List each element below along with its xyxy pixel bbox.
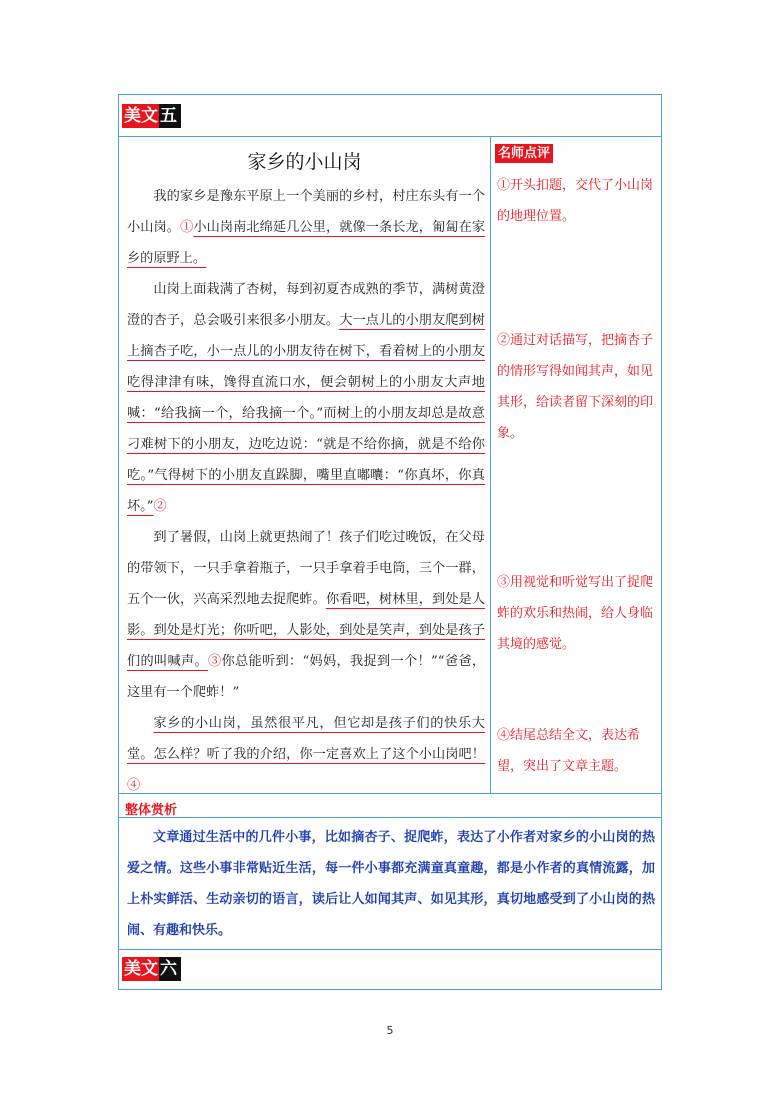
- underlined-text: 小山岗南北绵延几公里，就像一条长龙，匍匐在家乡的原野上。: [127, 220, 486, 266]
- row-divider: [119, 136, 661, 137]
- row-divider: [119, 949, 661, 950]
- comment-3: ③用视觉和听觉写出了捉爬蚱的欢乐和热闹，给人身临其境的感觉。: [497, 575, 654, 652]
- underlined-text: 你看吧，树林里，到处是人影。到处是灯光；你听吧，人影处，到处是笑声，到处是孩子们的叫喊声。: [127, 592, 486, 669]
- underlined-text: 家乡的小山岗，虽然很平凡，但它却是孩子们的快乐大堂。怎么样？听了我的介绍，你一定喜欢上了这个小山岗吧！: [127, 716, 485, 762]
- essay-paragraph-3: [127, 522, 485, 708]
- row-divider: [119, 817, 661, 818]
- comments-header: 名师点评: [495, 144, 553, 163]
- comment-2: ②通过对话描写，把摘杏子的情形写得如闻其声，如见其形，给读者留下深刻的印象。: [497, 333, 654, 441]
- section-tag-6: [122, 957, 181, 981]
- essay-body: [127, 181, 485, 801]
- essay-title: 家乡的小山岗: [247, 151, 362, 173]
- section-tag-label: 美文: [124, 106, 158, 126]
- essay-paragraph-4: [127, 708, 485, 801]
- essay-text: 我的家乡是豫东平原上一个美丽的乡村，村庄东头有一个小山岗。: [127, 189, 485, 235]
- comment-4: ④结尾总结全文，表达希望，突出了文章主题。: [497, 728, 641, 774]
- overall-analysis: 文章通过生活中的几件小事，比如摘杏子、捉爬蚱，表达了小作者对家乡的小山岗的热爱之情。这些小事非常贴近生活，每一件小事都充满童真童趣，都是小作者的真情流露，加上朴实鲜活、生动亲切的语言，读后让人如闻其声、如见其形，真切地感受到了小山岗的热闹、有趣和快乐。: [127, 830, 655, 938]
- annotation-mark: ④: [127, 778, 141, 793]
- essay-text: 你总能听到：“妈妈，我捉到一个！”“爸爸，这里有一个爬蚱！”: [127, 654, 486, 700]
- page-number: 5: [386, 1024, 394, 1037]
- section-tag-5: [122, 104, 181, 128]
- essay-table: [118, 94, 662, 990]
- annotation-mark: ②: [153, 499, 167, 514]
- annotation-mark: ①: [180, 220, 194, 235]
- row-divider: [119, 793, 661, 794]
- section-tag-number: 六: [159, 957, 181, 981]
- essay-text: 山岗上面栽满了杏树，每到初夏杏成熟的季节，满树黄澄澄的杏子，总会吸引来很多小朋友。: [127, 282, 485, 328]
- comment-1: ①开头扣题，交代了小山岗的地理位置。: [497, 178, 654, 224]
- section-tag-number: 五: [159, 104, 181, 128]
- annotation-mark: ③: [208, 654, 222, 669]
- column-divider: [490, 136, 491, 793]
- essay-paragraph-2: [127, 274, 485, 522]
- underlined-text: 大一点儿的小朋友爬到树上摘杏子吃，小一点儿的小朋友待在树下，看着树上的小朋友吃得津津有味，馋得直流口水，便会朝树上的小朋友大声地喊：“给我摘一个，给我摘一个。”而树上的小朋友却总是故意刁难树下的小朋友，边吃边说：“就是不给你摘，就是不给你吃。”气得树下的小朋友直跺脚，嘴里直嘟囔：“你真坏，你真坏。”: [127, 313, 486, 514]
- overall-header: 整体赏析: [125, 803, 178, 818]
- essay-paragraph-1: [127, 181, 485, 274]
- section-tag-label: 美文: [124, 959, 158, 979]
- essay-text: 到了暑假，山岗上就更热闹了！孩子们吃过晚饭，在父母的带领下，一只手拿着瓶子，一只手拿着手电筒，三个一群，五个一伙，兴高采烈地去捉爬蚱。: [127, 530, 485, 607]
